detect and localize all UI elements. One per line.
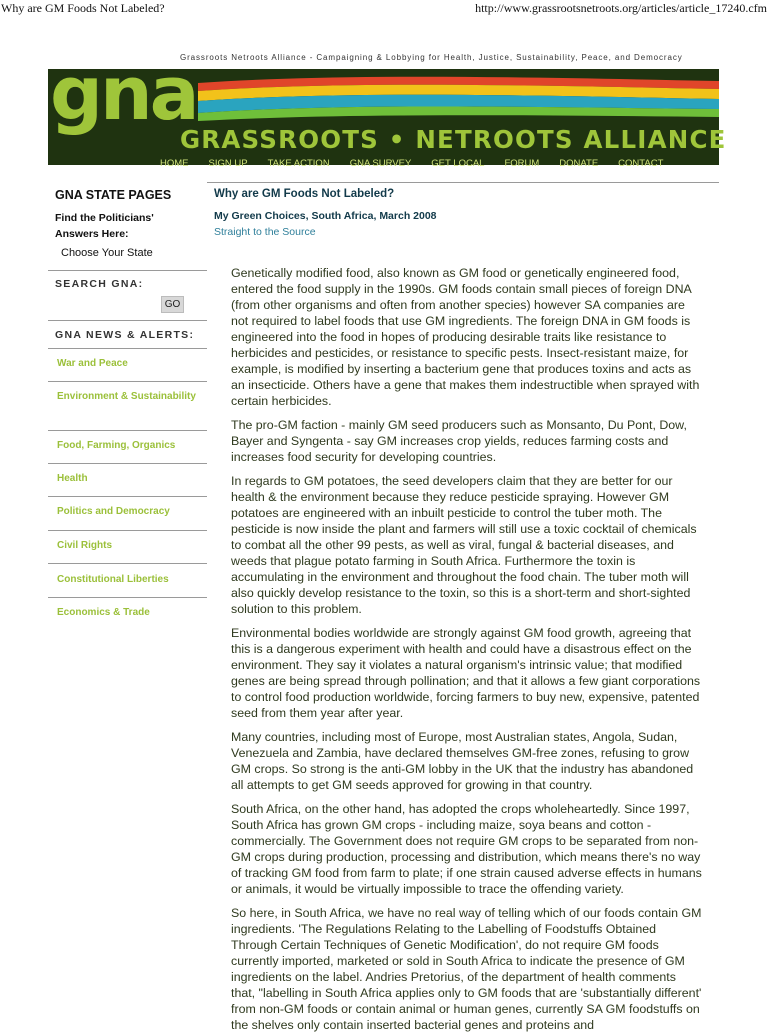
- article-paragraph: The pro-GM faction - mainly GM seed producers such as Monsanto, Du Pont, Dow, Bayer and Syngenta - say GM increases crop yields, reduces farming costs and increases food security for developing countries.: [231, 418, 687, 464]
- article-paragraph: So here, in South Africa, we have no real way of telling which of our foods contain GM ingredients. 'The Regulations Relating to the Labelling of Foodstuffs Obtained Through Certain Techniques of Genetic Modification', do not require GM foods currently imported, marketed or sold in South Africa to indicate the presence of GM ingredients on the label. Andries Pretorius, of the department of health comments that, "labelling in South Africa applies only to GM foods that are 'substantially different' from non-GM foods or contain animal or human genes, currently SA GM foodstuffs on the shelves only contain inserted bacterial genes and proteins and: [231, 906, 702, 1032]
- state-pages-subheading: Find the Politicians' Answers Here:: [55, 212, 154, 240]
- article-paragraph: South Africa, on the other hand, has adopted the crops wholeheartedly. Since 1997, South Africa has grown GM crops - including maize, soya beans and cotton - commercially. The Government does not require GM crops to be separated from non-GM crops during production, processing and distribution, which means there's no way of tracking GM food from farm to plate; if one strain caused adverse effects in humans or animals, it would be virtually impossible to trace the offending variety.: [231, 802, 702, 896]
- sidebar-divider: [48, 597, 207, 598]
- sidebar-item-war-and-peace[interactable]: War and Peace: [57, 358, 128, 369]
- article-paragraph: Many countries, including most of Europe, most Australian states, Angola, Sudan, Venezuela and Zambia, have declared themselves GM-free zones, refusing to grow GM crops. So strong is the anti-GM lobby in the UK that the industry has abandoned all attempts to get GM seeds approved for growing in that country.: [231, 730, 694, 792]
- article-paragraph: Genetically modified food, also known as GM food or genetically engineered food, entered the food supply in the 1990s. GM foods contain small pieces of foreign DNA (from other organisms and often from another species) however SA companies are not required to label foods that use GM ingredients. The foreign DNA in GM foods is engineered into the food in hopes of producing desirable traits like resistance to herbicides and pesticides, or resistance to specific pests. Insect-resistant maize, for example, is modified by inserting a bacterium gene that produces toxins and acts as an insecticide. Others have a gene that makes them indestructible when sprayed with certain herbicides.: [231, 266, 700, 408]
- nav-forum[interactable]: FORUM: [504, 158, 540, 169]
- nav-get-local[interactable]: GET LOCAL: [431, 158, 485, 169]
- content-divider: [207, 182, 719, 183]
- nav-contact[interactable]: CONTACT: [618, 158, 664, 169]
- sidebar-divider: [48, 270, 207, 271]
- sidebar-item-food-farming[interactable]: Food, Farming, Organics: [57, 440, 176, 451]
- sidebar-item-constitutional-liberties[interactable]: Constitutional Liberties: [57, 574, 169, 585]
- article-body: [231, 265, 703, 1032]
- sidebar-divider: [48, 381, 207, 382]
- sidebar-divider: [48, 496, 207, 497]
- banner-title: GRASSROOTS • NETROOTS ALLIANCE: [180, 125, 727, 154]
- sidebar-divider: [48, 348, 207, 349]
- sidebar-item-politics[interactable]: Politics and Democracy: [57, 506, 170, 517]
- nav-gna-survey[interactable]: GNA SURVEY: [349, 158, 412, 169]
- state-pages-heading: GNA STATE PAGES: [55, 188, 172, 202]
- state-select[interactable]: Choose Your State: [61, 247, 153, 259]
- search-heading: SEARCH GNA:: [55, 278, 144, 290]
- search-go-button[interactable]: GO: [161, 296, 184, 313]
- news-alerts-heading: GNA NEWS & ALERTS:: [55, 329, 195, 341]
- sidebar-item-environment[interactable]: Environment & Sustainability: [57, 391, 196, 402]
- sidebar-item-civil-rights[interactable]: Civil Rights: [57, 540, 113, 551]
- sidebar-item-economics-trade[interactable]: Economics & Trade: [57, 607, 150, 618]
- article-paragraph: Environmental bodies worldwide are strongly against GM food growth, agreeing that this is a dangerous experiment with health and could have a disastrous effect on the environment. They say it violates a natural organism's intrinsic value; that modified genes are being spread through pollination; and that it allows a few giant corporations to control food production worldwide, forcing farmers to buy new, expensive, patented seed from them year after year.: [231, 626, 701, 720]
- sidebar-divider: [48, 563, 207, 564]
- nav-sign-up[interactable]: SIGN UP: [208, 158, 248, 169]
- article-paragraph: In regards to GM potatoes, the seed developers claim that they are better for our health & the environment because they reduce pesticide spraying. However GM potatoes are engineered with an inbuilt pesticide to control the tuber moth. The pesticide is now inside the plant and farmers will still use a toxic cocktail of chemicals to combat all the other 99 pests, as well as viral, fungal & bacterial diseases, and weeds that plague potato farming in South Africa. Furthermore the toxin is accumulating in the environment and throughout the food chain. The tuber moth will also quickly develop resistance to the toxin, so this is a short-term and short-sighted solution to this problem.: [231, 474, 697, 616]
- main-nav: [160, 158, 663, 172]
- print-page-title: Why are GM Foods Not Labeled?: [1, 1, 165, 15]
- sidebar-divider: [48, 430, 207, 431]
- print-header: [0, 0, 768, 20]
- print-page-url[interactable]: http://www.grassrootsnetroots.org/articles/article_17240.cfm: [475, 1, 767, 15]
- gna-logo[interactable]: gna: [50, 51, 197, 137]
- site-tagline: Grassroots Netroots Alliance - Campaigning & Lobbying for Health, Justice, Sustainability, Peace, and Democracy: [180, 53, 683, 62]
- sidebar-item-health[interactable]: Health: [57, 473, 88, 484]
- article-source: My Green Choices, South Africa, March 2008: [214, 210, 437, 222]
- nav-donate[interactable]: DONATE: [559, 158, 599, 169]
- article-title: Why are GM Foods Not Labeled?: [214, 188, 395, 200]
- source-link[interactable]: Straight to the Source: [214, 226, 316, 238]
- nav-home[interactable]: HOME: [160, 158, 189, 169]
- nav-take-action[interactable]: TAKE ACTION: [267, 158, 330, 169]
- sidebar-divider: [48, 463, 207, 464]
- sidebar-divider: [48, 530, 207, 531]
- sidebar-divider: [48, 320, 207, 321]
